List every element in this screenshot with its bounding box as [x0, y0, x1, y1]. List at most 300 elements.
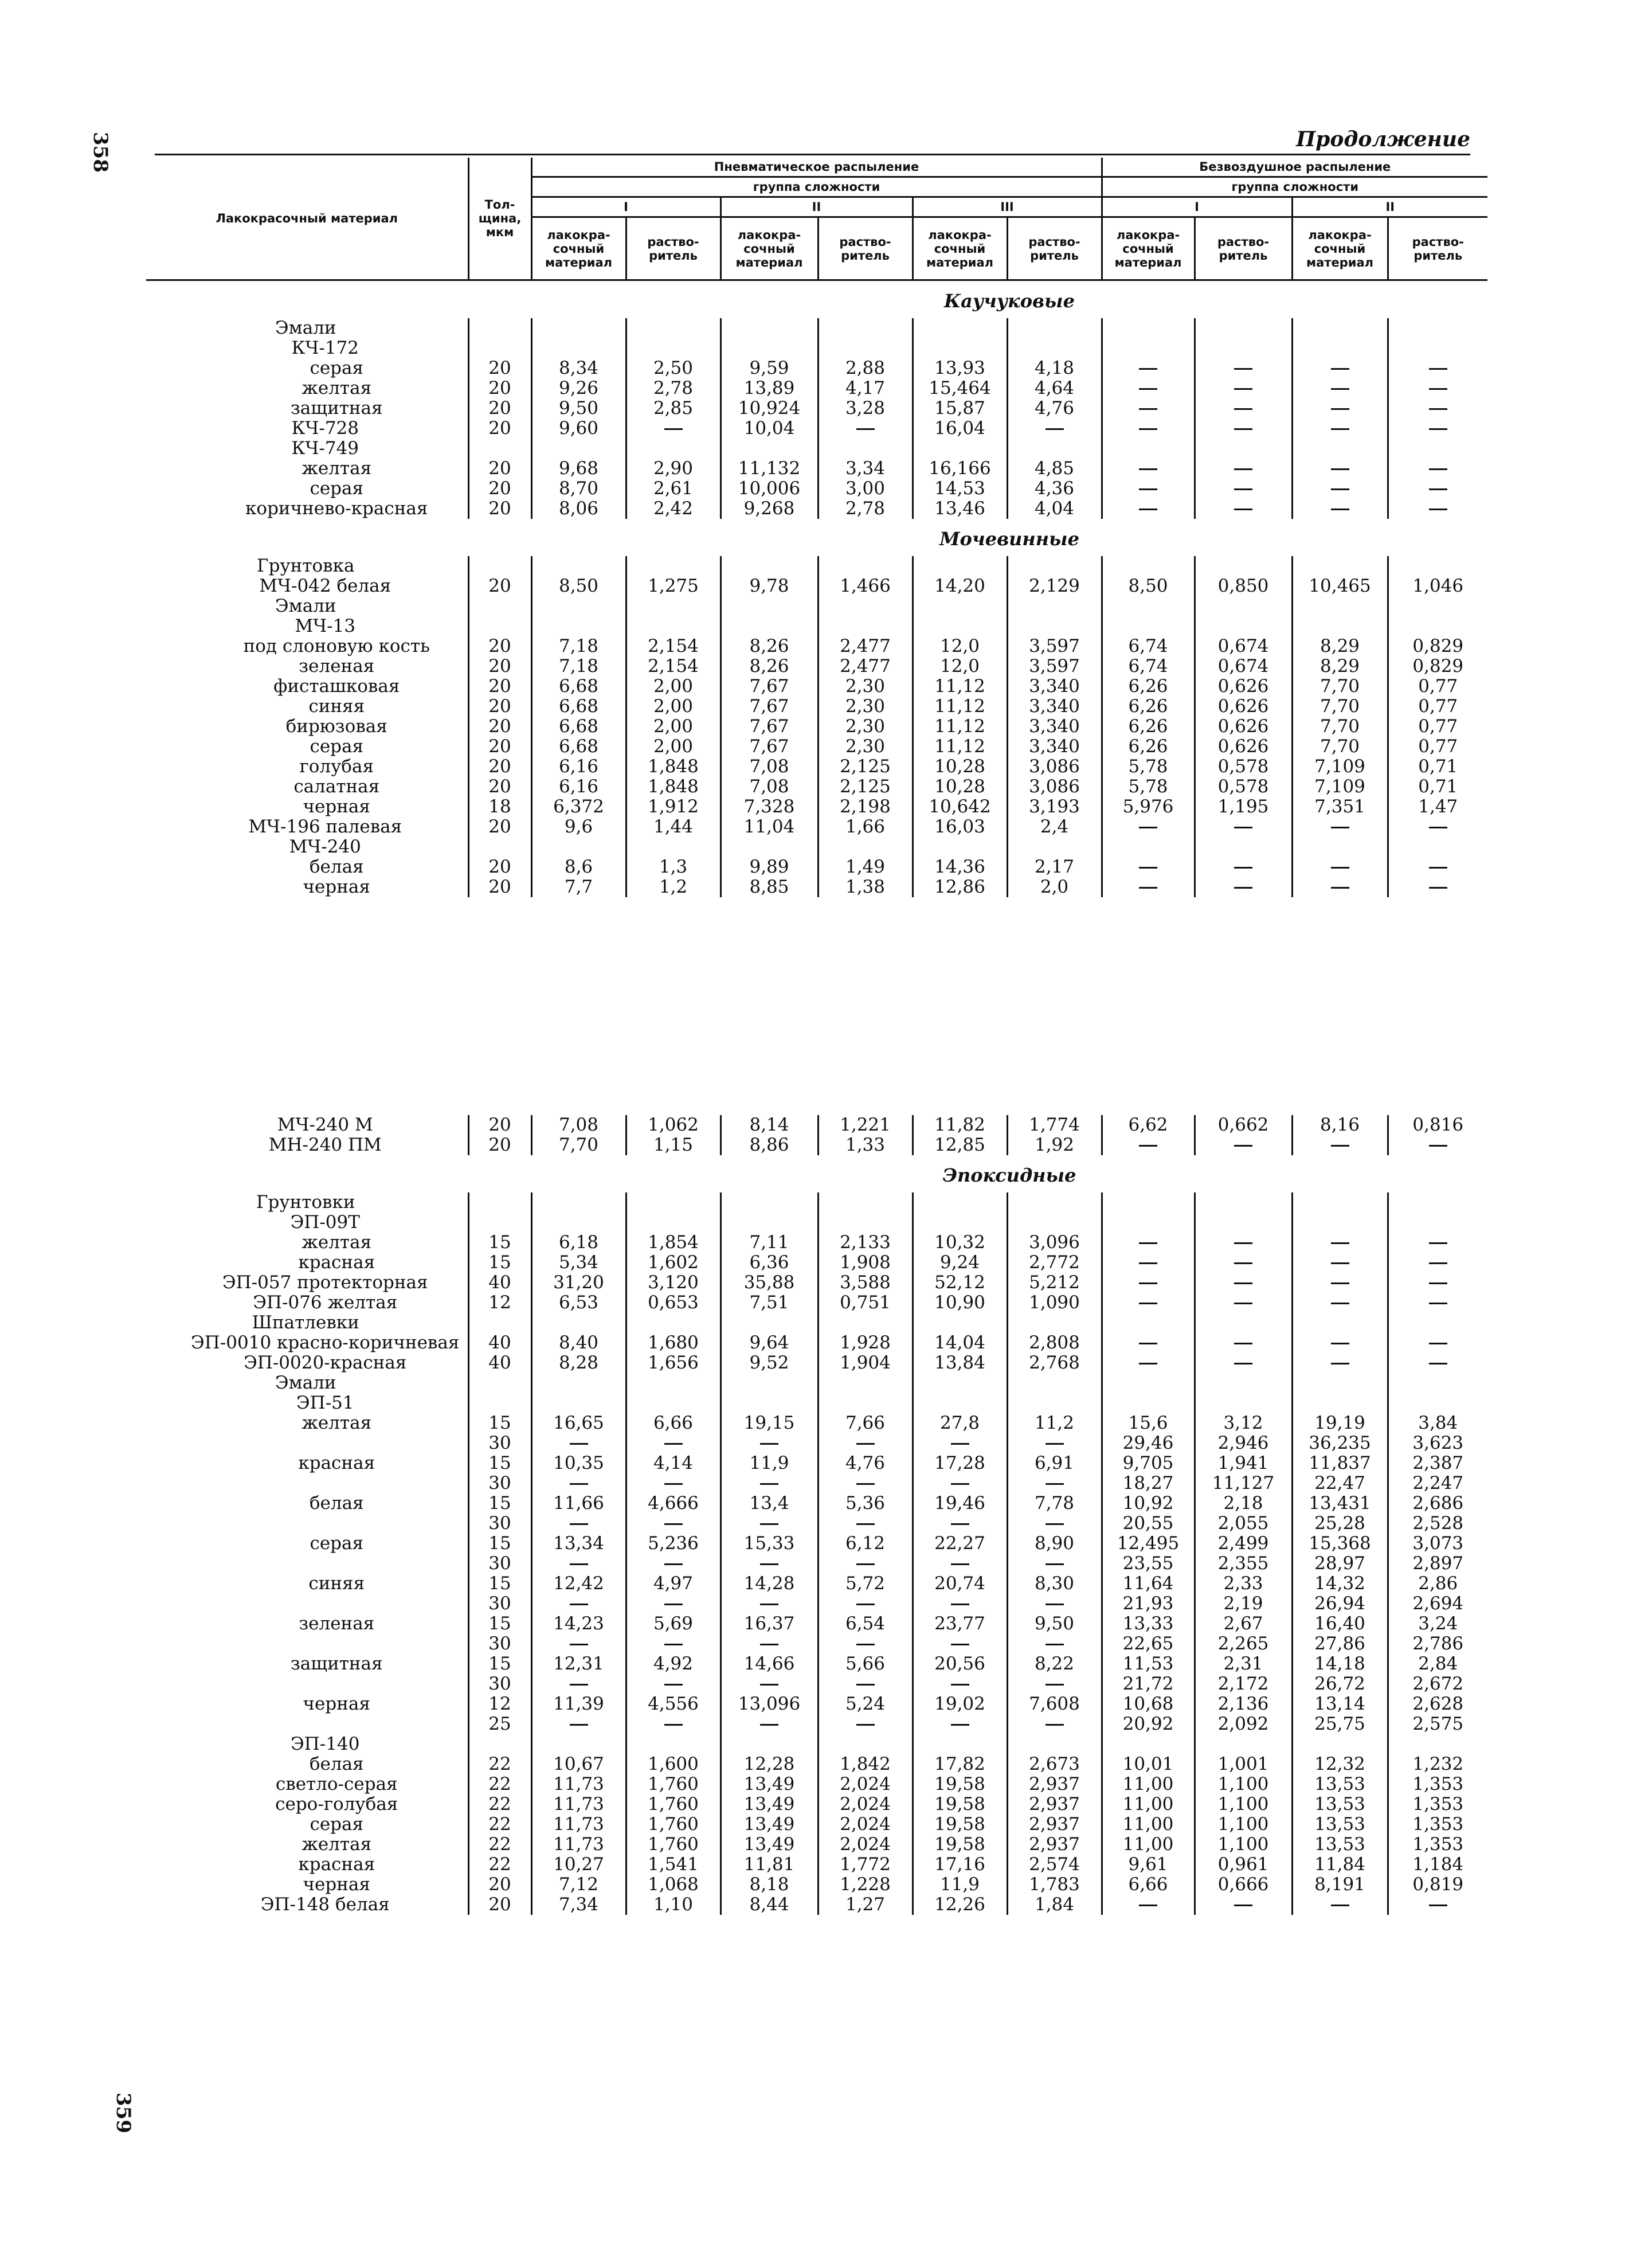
row-value: 12,42 — [531, 1574, 626, 1594]
row-value: 28,97 — [1292, 1554, 1388, 1574]
row-value: 0,662 — [1195, 1115, 1292, 1135]
row-value — [1292, 1393, 1388, 1413]
header-solvent: раство- ритель — [818, 217, 913, 280]
row-value: 14,20 — [913, 576, 1007, 596]
row-value: 13,49 — [721, 1794, 818, 1815]
row-thickness — [468, 556, 531, 576]
row-value — [1102, 499, 1195, 519]
row-value: 20,55 — [1102, 1514, 1195, 1534]
row-value: 10,35 — [531, 1453, 626, 1473]
row-value: 26,94 — [1292, 1594, 1388, 1614]
row-value: 0,829 — [1388, 636, 1487, 656]
row-value: 14,18 — [1292, 1654, 1388, 1674]
row-value: 2,90 — [626, 459, 721, 479]
row-value: 1,228 — [818, 1875, 913, 1895]
table-row — [146, 1835, 1487, 1855]
row-value: 8,86 — [721, 1135, 818, 1155]
row-value — [1007, 1373, 1102, 1393]
row-value: 11,84 — [1292, 1855, 1388, 1875]
table-row — [146, 1734, 1487, 1754]
dash-mark — [664, 1684, 683, 1686]
row-value: 9,61 — [1102, 1855, 1195, 1875]
row-value: 2,18 — [1195, 1493, 1292, 1514]
row-value: 1,38 — [818, 877, 913, 897]
row-value: 6,66 — [1102, 1875, 1195, 1895]
row-value — [1388, 1273, 1487, 1293]
table-row — [146, 1413, 1487, 1433]
row-value: 0,819 — [1388, 1875, 1487, 1895]
dash-mark — [570, 1724, 588, 1726]
row-value — [1195, 1293, 1292, 1313]
row-value: 6,12 — [818, 1534, 913, 1554]
dash-mark — [1139, 1905, 1157, 1906]
row-value: 7,70 — [1292, 717, 1388, 737]
header-group-pn-2: II — [721, 197, 913, 217]
row-value: 2,85 — [626, 398, 721, 419]
row-value: 3,24 — [1388, 1614, 1487, 1634]
dash-mark — [856, 1604, 875, 1605]
row-value — [913, 1393, 1007, 1413]
row-value: 0,626 — [1195, 697, 1292, 717]
row-value — [1007, 596, 1102, 616]
dash-mark — [1234, 1303, 1252, 1304]
dash-mark — [760, 1563, 778, 1565]
row-value: 12,32 — [1292, 1754, 1388, 1774]
row-value — [1388, 1895, 1487, 1915]
row-value — [1388, 817, 1487, 837]
row-thickness — [468, 318, 531, 338]
dash-mark — [1331, 1282, 1349, 1284]
row-value: 2,694 — [1388, 1594, 1487, 1614]
row-value: 1,3 — [626, 857, 721, 877]
row-value — [626, 1313, 721, 1333]
dash-mark — [1046, 1523, 1064, 1525]
row-value — [913, 1594, 1007, 1614]
row-value — [626, 1373, 721, 1393]
row-value: 5,66 — [818, 1654, 913, 1674]
row-value: 1,466 — [818, 576, 913, 596]
row-value: 8,90 — [1007, 1534, 1102, 1554]
row-value — [1102, 1373, 1195, 1393]
section-title: Мочевинные — [939, 528, 1079, 550]
dash-mark — [1331, 1343, 1349, 1344]
row-value — [531, 1473, 626, 1493]
header-paint: лакокра- сочный материал — [721, 217, 818, 280]
dash-mark — [1331, 1363, 1349, 1364]
table-row — [146, 1313, 1487, 1333]
header-airless: Безвоздушное распыление — [1102, 158, 1487, 177]
row-value: 14,36 — [913, 857, 1007, 877]
row-value: 0,578 — [1195, 777, 1292, 797]
row-value: 6,18 — [531, 1233, 626, 1253]
section-title-row — [146, 1155, 1487, 1192]
row-material-name: белая — [309, 1493, 364, 1514]
row-value: 1,001 — [1195, 1754, 1292, 1774]
row-value: 12,31 — [531, 1654, 626, 1674]
row-value: 1,062 — [626, 1115, 721, 1135]
header-solvent: раство- ритель — [1007, 217, 1102, 280]
row-value — [1102, 837, 1195, 857]
row-value — [913, 1313, 1007, 1333]
row-value — [1102, 1293, 1195, 1313]
row-value: 17,16 — [913, 1855, 1007, 1875]
dash-mark — [1139, 468, 1157, 470]
table-row — [146, 1594, 1487, 1614]
dash-mark — [664, 1644, 683, 1645]
row-material-name: МЧ-240 — [289, 836, 361, 857]
row-value — [1195, 419, 1292, 439]
row-value: 13,096 — [721, 1694, 818, 1714]
row-value — [626, 318, 721, 338]
row-material-name: серая — [310, 478, 364, 499]
dash-mark — [1139, 1363, 1157, 1364]
row-value: 7,67 — [721, 697, 818, 717]
row-value: 10,28 — [913, 777, 1007, 797]
row-value — [818, 1674, 913, 1694]
header-solvent: раство- ритель — [1388, 217, 1487, 280]
row-value: 8,34 — [531, 358, 626, 378]
dash-mark — [1429, 1363, 1447, 1364]
table-row — [146, 1213, 1487, 1233]
row-value — [531, 1634, 626, 1654]
row-material-name: красная — [298, 1252, 375, 1273]
row-value: 10,27 — [531, 1855, 626, 1875]
row-value: 2,768 — [1007, 1353, 1102, 1373]
row-value — [1388, 1253, 1487, 1273]
row-value — [913, 1433, 1007, 1453]
row-value: 13,431 — [1292, 1493, 1388, 1514]
row-value: 16,03 — [913, 817, 1007, 837]
row-value — [1388, 1373, 1487, 1393]
dash-mark — [1429, 368, 1447, 370]
row-value — [531, 1734, 626, 1754]
row-value: 0,751 — [818, 1293, 913, 1313]
row-value — [1388, 1233, 1487, 1253]
row-thickness: 20 — [468, 717, 531, 737]
row-value: 2,937 — [1007, 1774, 1102, 1794]
row-value: 5,78 — [1102, 777, 1195, 797]
row-value: 1,195 — [1195, 797, 1292, 817]
dash-mark — [1429, 488, 1447, 490]
dash-mark — [1234, 1145, 1252, 1147]
row-value: 2,499 — [1195, 1534, 1292, 1554]
row-value: 7,109 — [1292, 757, 1388, 777]
dash-mark — [1139, 1145, 1157, 1147]
dash-mark — [1429, 827, 1447, 828]
dash-mark — [856, 1523, 875, 1525]
page-number-top: 358 — [89, 132, 112, 173]
dash-mark — [951, 1443, 969, 1445]
row-value — [721, 1473, 818, 1493]
dash-mark — [760, 1644, 778, 1645]
row-material-name: ЭП-140 — [291, 1734, 360, 1754]
row-value — [1388, 439, 1487, 459]
row-thickness: 18 — [468, 797, 531, 817]
row-value — [1102, 1213, 1195, 1233]
row-value: 1,92 — [1007, 1135, 1102, 1155]
row-value — [1195, 439, 1292, 459]
row-material-name: светло-серая — [275, 1774, 398, 1794]
row-value: 11,53 — [1102, 1654, 1195, 1674]
row-value: 2,055 — [1195, 1514, 1292, 1534]
table-row — [146, 556, 1487, 576]
row-value — [531, 439, 626, 459]
table-row — [146, 1634, 1487, 1654]
row-value: 9,50 — [531, 398, 626, 419]
row-value — [1102, 1192, 1195, 1213]
row-value: 2,937 — [1007, 1835, 1102, 1855]
row-material-name: черная — [303, 1874, 370, 1895]
row-material-name — [146, 1714, 468, 1734]
row-value — [1388, 1313, 1487, 1333]
section-spacer — [468, 1155, 531, 1192]
row-value — [1195, 459, 1292, 479]
row-value: 9,78 — [721, 576, 818, 596]
row-value — [626, 556, 721, 576]
row-value — [1292, 857, 1388, 877]
dash-mark — [1331, 509, 1349, 510]
row-thickness: 20 — [468, 459, 531, 479]
dash-mark — [1429, 867, 1447, 869]
dash-mark — [1331, 1905, 1349, 1906]
dash-mark — [1429, 509, 1447, 510]
row-value — [1388, 338, 1487, 358]
row-thickness: 22 — [468, 1835, 531, 1855]
row-value: 3,00 — [818, 479, 913, 499]
row-value — [1292, 1273, 1388, 1293]
table-body — [146, 280, 1487, 1915]
table-row — [146, 596, 1487, 616]
row-material-name: коричнево-красная — [245, 498, 428, 519]
row-value: 1,848 — [626, 757, 721, 777]
row-value: 15,87 — [913, 398, 1007, 419]
row-value: 2,198 — [818, 797, 913, 817]
row-value — [818, 1514, 913, 1534]
row-value — [1388, 616, 1487, 636]
row-value — [818, 596, 913, 616]
row-value: 12,85 — [913, 1135, 1007, 1155]
row-value — [1292, 1253, 1388, 1273]
row-value: 1,275 — [626, 576, 721, 596]
row-material-name: красная — [298, 1854, 375, 1875]
row-value: 13,89 — [721, 378, 818, 398]
row-value: 6,16 — [531, 777, 626, 797]
row-value: 6,68 — [531, 717, 626, 737]
row-material-name: бирюзовая — [285, 716, 387, 737]
row-value — [1388, 398, 1487, 419]
row-value — [1292, 1373, 1388, 1393]
row-value: 10,04 — [721, 419, 818, 439]
row-value: 16,65 — [531, 1413, 626, 1433]
row-value: 1,353 — [1388, 1815, 1487, 1835]
row-material-name: МЧ-240 М — [277, 1115, 373, 1135]
row-value — [1102, 556, 1195, 576]
row-value: 7,08 — [531, 1115, 626, 1135]
row-value: 2,33 — [1195, 1574, 1292, 1594]
row-value: 1,602 — [626, 1253, 721, 1273]
row-material-name: ЭП-51 — [296, 1393, 354, 1413]
row-value: 2,129 — [1007, 576, 1102, 596]
row-thickness — [468, 1373, 531, 1393]
dash-mark — [664, 1724, 683, 1726]
dash-mark — [1046, 1483, 1064, 1485]
row-value: 16,04 — [913, 419, 1007, 439]
row-value — [818, 1594, 913, 1614]
row-thickness: 20 — [468, 398, 531, 419]
row-value: 0,77 — [1388, 697, 1487, 717]
row-value: 1,848 — [626, 777, 721, 797]
row-value: 17,28 — [913, 1453, 1007, 1473]
table-row — [146, 1253, 1487, 1273]
row-value — [913, 596, 1007, 616]
row-material-name: зеленая — [299, 1613, 375, 1634]
dash-mark — [1139, 1343, 1157, 1344]
row-value: 13,93 — [913, 358, 1007, 378]
row-value: 7,11 — [721, 1233, 818, 1253]
row-value — [531, 318, 626, 338]
row-thickness: 20 — [468, 576, 531, 596]
row-value — [626, 1674, 721, 1694]
row-value — [818, 1213, 913, 1233]
row-value: 8,44 — [721, 1895, 818, 1915]
dash-mark — [1234, 1343, 1252, 1344]
row-value: 1,854 — [626, 1233, 721, 1253]
row-value — [626, 439, 721, 459]
row-value: 1,928 — [818, 1333, 913, 1353]
row-value: 0,674 — [1195, 656, 1292, 677]
row-value — [818, 1714, 913, 1734]
row-material-name: МЧ-196 палевая — [248, 816, 402, 837]
row-material-name — [146, 1674, 468, 1694]
row-value: 11,66 — [531, 1493, 626, 1514]
row-thickness: 20 — [468, 1115, 531, 1135]
row-value: 10,68 — [1102, 1694, 1195, 1714]
row-value: 1,47 — [1388, 797, 1487, 817]
row-value: 15,33 — [721, 1534, 818, 1554]
row-value: 1,046 — [1388, 576, 1487, 596]
row-value: 1,656 — [626, 1353, 721, 1373]
row-value — [1102, 1233, 1195, 1253]
row-value: 1,2 — [626, 877, 721, 897]
row-thickness: 15 — [468, 1413, 531, 1433]
row-value — [1292, 499, 1388, 519]
row-value: 1,353 — [1388, 1835, 1487, 1855]
dash-mark — [856, 1443, 875, 1445]
row-value: 0,674 — [1195, 636, 1292, 656]
row-thickness: 15 — [468, 1654, 531, 1674]
table-row — [146, 1554, 1487, 1574]
row-value — [913, 616, 1007, 636]
dash-mark — [1046, 1724, 1064, 1726]
table-row — [146, 576, 1487, 596]
row-value: 27,8 — [913, 1413, 1007, 1433]
row-value — [1195, 556, 1292, 576]
row-value — [531, 1192, 626, 1213]
row-value: 9,6 — [531, 817, 626, 837]
row-value: 4,04 — [1007, 499, 1102, 519]
row-value: 11,00 — [1102, 1794, 1195, 1815]
row-value: 4,14 — [626, 1453, 721, 1473]
row-value — [531, 1594, 626, 1614]
table-row — [146, 1875, 1487, 1895]
table-row — [146, 459, 1487, 479]
row-value: 9,68 — [531, 459, 626, 479]
row-value — [818, 1313, 913, 1333]
row-value: 5,78 — [1102, 757, 1195, 777]
row-material-name: ЭП-0020-красная — [244, 1352, 407, 1373]
row-value: 7,67 — [721, 737, 818, 757]
row-thickness: 40 — [468, 1353, 531, 1373]
row-thickness: 22 — [468, 1774, 531, 1794]
row-value: 15,6 — [1102, 1413, 1195, 1433]
row-value — [721, 837, 818, 857]
row-value: 3,597 — [1007, 636, 1102, 656]
row-value — [721, 1594, 818, 1614]
row-value — [1292, 358, 1388, 378]
dash-mark — [570, 1483, 588, 1485]
dash-mark — [1139, 887, 1157, 889]
dash-mark — [1139, 388, 1157, 390]
row-value — [531, 1714, 626, 1734]
row-thickness: 20 — [468, 358, 531, 378]
row-value — [721, 1433, 818, 1453]
row-value — [1195, 1393, 1292, 1413]
row-value: 13,33 — [1102, 1614, 1195, 1634]
row-value: 2,125 — [818, 757, 913, 777]
row-value: 2,00 — [626, 677, 721, 697]
row-value: 8,26 — [721, 656, 818, 677]
row-value: 13,34 — [531, 1534, 626, 1554]
row-value: 19,58 — [913, 1835, 1007, 1855]
row-value: 9,268 — [721, 499, 818, 519]
row-value: 1,680 — [626, 1333, 721, 1353]
row-value: 7,67 — [721, 717, 818, 737]
row-value — [1292, 479, 1388, 499]
row-value — [1102, 1273, 1195, 1293]
row-value — [1102, 1393, 1195, 1413]
dash-mark — [570, 1523, 588, 1525]
row-value: 10,01 — [1102, 1754, 1195, 1774]
row-material-name: Грунтовки — [256, 1192, 355, 1213]
dash-mark — [1046, 1604, 1064, 1605]
row-value: 19,02 — [913, 1694, 1007, 1714]
row-value: 8,6 — [531, 857, 626, 877]
dash-mark — [1139, 1262, 1157, 1264]
header-group-pn-3: III — [913, 197, 1102, 217]
row-material-name: черная — [303, 796, 370, 817]
table-row — [146, 1333, 1487, 1353]
row-thickness: 20 — [468, 378, 531, 398]
dash-mark — [1429, 428, 1447, 430]
dash-mark — [951, 1483, 969, 1485]
row-material-name: КЧ-749 — [291, 438, 359, 459]
row-value: 8,191 — [1292, 1875, 1388, 1895]
row-value: 12,495 — [1102, 1534, 1195, 1554]
dash-mark — [1234, 867, 1252, 869]
row-value: 12,86 — [913, 877, 1007, 897]
row-value: 0,829 — [1388, 656, 1487, 677]
row-value: 1,221 — [818, 1115, 913, 1135]
row-value: 11,64 — [1102, 1574, 1195, 1594]
header-group-al-2: II — [1292, 197, 1487, 217]
section-spacer — [146, 280, 468, 319]
row-value: 12,0 — [913, 656, 1007, 677]
continuation-label: Продолжение — [1296, 127, 1470, 151]
row-value — [1007, 1473, 1102, 1493]
table-row — [146, 1714, 1487, 1734]
table-row — [146, 777, 1487, 797]
row-value — [1195, 1253, 1292, 1273]
